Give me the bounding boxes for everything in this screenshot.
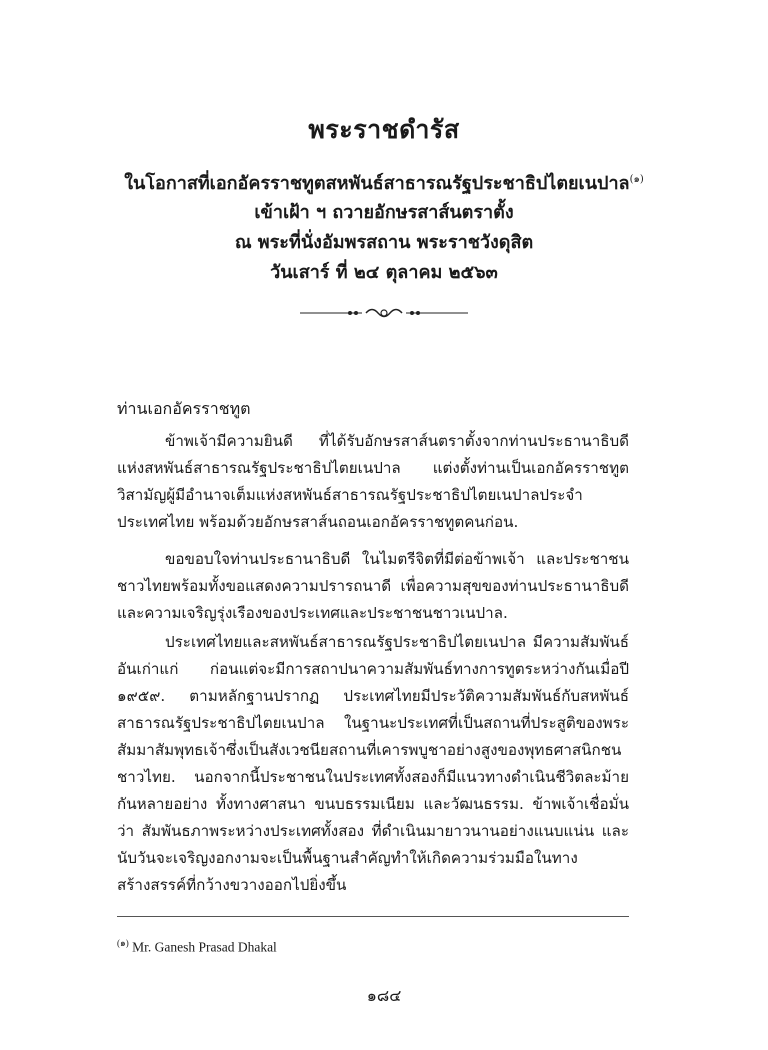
subtitle-line-2: เข้าเฝ้า ฯ ถวายอักษรสาส์นตราตั้ง (254, 202, 514, 223)
footnote-ref: (๑) (629, 174, 644, 185)
footnote-text: Mr. Ganesh Prasad Dhakal (132, 939, 277, 955)
page-title: พระราชดำรัส (308, 115, 460, 144)
footnote-marker: (๑) (117, 938, 129, 948)
ornament-divider (300, 303, 468, 323)
paragraph-2: ขอขอบใจท่านประธานาธิบดี ในไมตรีจิตที่มีต่อข้าพเจ้า และประชาชนชาวไทยพร้อมทั้งขอแสดงความปรารถนาดี เพื่อความสุขของท่านประธานาธิบดี และความเจริญรุ่งเรืองของประเทศและประชาชนชาวเนปาล. (117, 550, 629, 622)
subtitle-line-1-text: ในโอกาสที่เอกอัครราชทูตสหพันธ์สาธารณรัฐประชาธิปไตยเนปาล (124, 173, 630, 194)
footnote (117, 936, 277, 956)
subtitle-line-3: ณ พระที่นั่งอัมพรสถาน พระราชวังดุสิต (234, 232, 534, 253)
paragraph-3: ประเทศไทยและสหพันธ์สาธารณรัฐประชาธิปไตยเนปาล มีความสัมพันธ์อันเก่าแก่ ก่อนแต่จะมีการสถาปนาความสัมพันธ์ทางการทูตระหว่างกันเมื่อปี ๑๙๕๙. ตามหลักฐานปรากฏ ประเทศไทยมีประวัติความสัมพันธ์กับสหพันธ์สาธารณรัฐประชาธิปไตยเนปาล ในฐานะประเทศที่เป็นสถานที่ประสูติของพระสัมมาสัมพุทธเจ้าซึ่งเป็นสังเวชนียสถานที่เคารพบูชาอย่างสูงของพุทธศาสนิกชนชาวไทย. นอกจากนี้ประชาชนในประเทศทั้งสองก็มีแนวทางดำเนินชีวิตละม้ายกันหลายอย่าง ทั้งทางศาสนา ขนบธรรมเนียม และวัฒนธรรม. ข้าพเจ้าเชื่อมั่นว่า สัมพันธภาพระหว่างประเทศทั้งสอง ที่ดำเนินมายาวนานอย่างแนบแน่น และนับวันจะเจริญงอกงามจะเป็นพื้นฐานสำคัญทำให้เกิดความร่วมมือในทางสร้างสรรค์ที่กว้างขวางออกไปยิ่งขึ้น (117, 633, 629, 894)
page-number: ๑๘๔ (366, 986, 402, 1005)
salutation: ท่านเอกอัครราชทูต (117, 399, 251, 418)
footnote-separator (117, 916, 629, 917)
subtitle-line-4: วันเสาร์ ที่ ๒๔ ตุลาคม ๒๕๖๓ (270, 262, 498, 283)
paragraph-1: ข้าพเจ้ามีความยินดี ที่ได้รับอักษรสาส์นตราตั้งจากท่านประธานาธิบดีแห่งสหพันธ์สาธารณรัฐประชาธิปไตยเนปาล แต่งตั้งท่านเป็นเอกอัครราชทูตวิสามัญผู้มีอำนาจเต็มแห่งสหพันธ์สาธารณรัฐประชาธิปไตยเนปาลประจำประเทศไทย พร้อมด้วยอักษรสาส์นถอนเอกอัครราชทูตคนก่อน. (117, 432, 629, 531)
subtitle-line-1 (0, 168, 768, 197)
